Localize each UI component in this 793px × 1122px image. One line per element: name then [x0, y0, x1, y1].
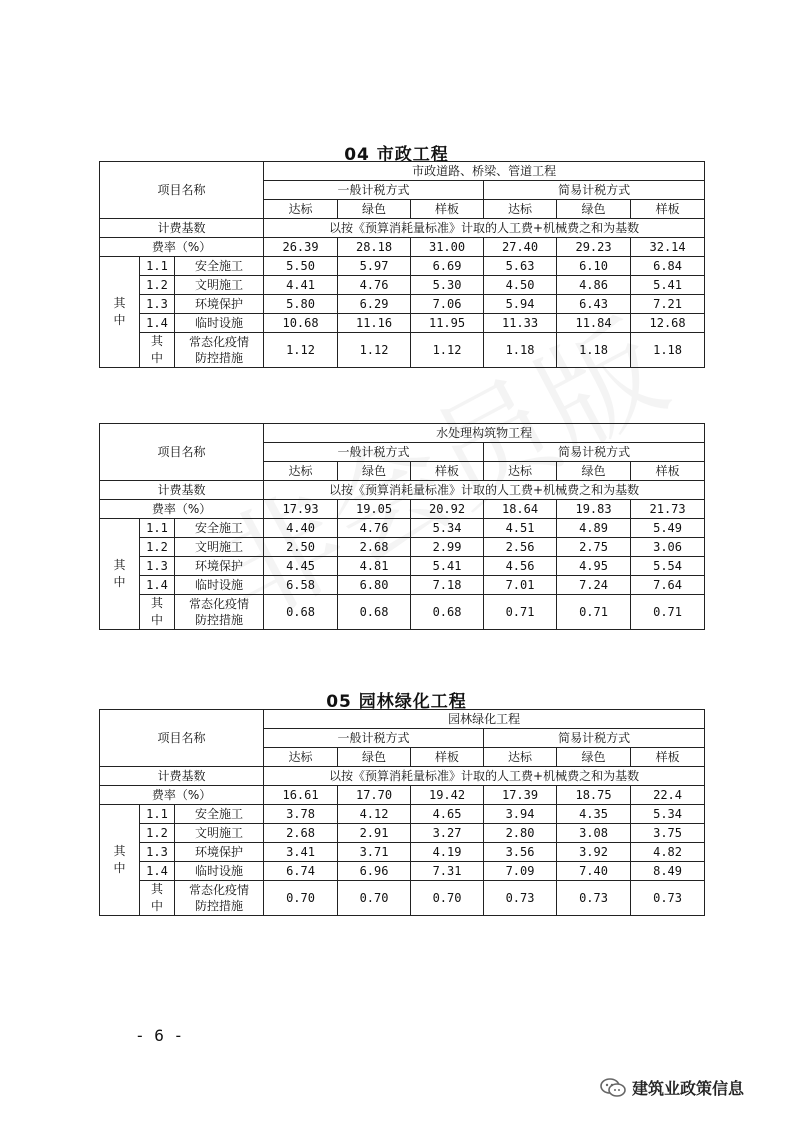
sub-item-number: 1.1 — [140, 805, 175, 824]
sub-item-value: 2.50 — [264, 538, 338, 557]
sub-item-name: 环境保护 — [175, 843, 264, 862]
sub-item-value: 4.50 — [484, 276, 557, 295]
sub-item-value: 3.56 — [484, 843, 557, 862]
fee-table-landscape — [99, 709, 705, 916]
basis-label: 计费基数 — [100, 481, 264, 500]
sub-item-name: 文明施工 — [175, 276, 264, 295]
sub-item-number: 1.2 — [140, 538, 175, 557]
sub-item-value: 6.43 — [557, 295, 631, 314]
sub-item-value: 5.34 — [631, 805, 705, 824]
sub-item-value: 4.19 — [411, 843, 484, 862]
sub-item-value: 5.54 — [631, 557, 705, 576]
rate-value: 19.05 — [338, 500, 411, 519]
covid-measures-value: 0.68 — [411, 595, 484, 630]
level-header: 达标 — [484, 200, 557, 219]
level-header: 绿色 — [557, 462, 631, 481]
level-header: 样板 — [631, 462, 705, 481]
covid-measures-value: 0.73 — [631, 881, 705, 916]
wechat-account-badge — [600, 1076, 744, 1099]
rate-value: 20.92 — [411, 500, 484, 519]
sub-item-value: 6.74 — [264, 862, 338, 881]
level-header: 达标 — [264, 462, 338, 481]
rate-value: 32.14 — [631, 238, 705, 257]
level-header: 样板 — [631, 200, 705, 219]
sub-item-name: 环境保护 — [175, 295, 264, 314]
rate-value: 17.39 — [484, 786, 557, 805]
sub-item-value: 5.94 — [484, 295, 557, 314]
sub-item-value: 7.31 — [411, 862, 484, 881]
sub-item-value: 7.24 — [557, 576, 631, 595]
covid-measures-value: 1.18 — [484, 333, 557, 368]
level-header: 样板 — [411, 200, 484, 219]
sub-item-value: 2.91 — [338, 824, 411, 843]
sub-item-value: 3.71 — [338, 843, 411, 862]
level-header: 达标 — [484, 748, 557, 767]
sub-item-value: 6.96 — [338, 862, 411, 881]
project-category: 市政道路、桥梁、管道工程 — [264, 162, 705, 181]
sub-item-value: 4.45 — [264, 557, 338, 576]
item-name-header: 项目名称 — [100, 424, 264, 481]
covid-measures-value: 0.70 — [338, 881, 411, 916]
sub-item-value: 4.81 — [338, 557, 411, 576]
sub-item-value: 7.01 — [484, 576, 557, 595]
basis-description: 以按《预算消耗量标准》计取的人工费+机械费之和为基数 — [264, 481, 705, 500]
level-header: 绿色 — [557, 748, 631, 767]
covid-measures-value: 1.12 — [338, 333, 411, 368]
sub-item-value: 6.84 — [631, 257, 705, 276]
sub-item-value: 2.75 — [557, 538, 631, 557]
sub-item-name: 安全施工 — [175, 805, 264, 824]
sub-item-value: 4.40 — [264, 519, 338, 538]
section-title-landscape: 05 园林绿化工程 — [326, 692, 467, 712]
sub-item-value: 4.76 — [338, 519, 411, 538]
sub-item-value: 4.41 — [264, 276, 338, 295]
sub-item-value: 6.69 — [411, 257, 484, 276]
fee-table-municipal-road — [99, 161, 705, 368]
simple-tax-header: 简易计税方式 — [484, 729, 705, 748]
sub-item-value: 6.29 — [338, 295, 411, 314]
covid-measures-value: 0.70 — [264, 881, 338, 916]
sub-item-value: 2.99 — [411, 538, 484, 557]
sub-item-value: 7.64 — [631, 576, 705, 595]
sub-item-value: 3.78 — [264, 805, 338, 824]
rate-label: 费率（%） — [100, 238, 264, 257]
rate-value: 18.64 — [484, 500, 557, 519]
sub-item-name: 文明施工 — [175, 824, 264, 843]
sub-item-value: 5.41 — [631, 276, 705, 295]
sub-item-value: 7.18 — [411, 576, 484, 595]
basis-description: 以按《预算消耗量标准》计取的人工费+机械费之和为基数 — [264, 219, 705, 238]
sub-item-value: 6.10 — [557, 257, 631, 276]
sub-item-number: 1.1 — [140, 257, 175, 276]
qizhong-label: 其中 — [100, 257, 140, 368]
sub-item-name: 安全施工 — [175, 257, 264, 276]
fee-table-water-treatment — [99, 423, 705, 630]
covid-measures-value: 0.68 — [264, 595, 338, 630]
sub-item-value: 5.30 — [411, 276, 484, 295]
rate-value: 17.70 — [338, 786, 411, 805]
rate-label: 费率（%） — [100, 786, 264, 805]
covid-measures-value: 0.73 — [484, 881, 557, 916]
sub-item-number: 1.3 — [140, 843, 175, 862]
rate-value: 19.42 — [411, 786, 484, 805]
sub-item-value: 2.68 — [338, 538, 411, 557]
rate-value: 17.93 — [264, 500, 338, 519]
sub-item-value: 5.49 — [631, 519, 705, 538]
basis-description: 以按《预算消耗量标准》计取的人工费+机械费之和为基数 — [264, 767, 705, 786]
level-header: 达标 — [264, 200, 338, 219]
sub-item-value: 4.12 — [338, 805, 411, 824]
sub-item-value: 5.63 — [484, 257, 557, 276]
rate-value: 19.83 — [557, 500, 631, 519]
sub-item-value: 11.33 — [484, 314, 557, 333]
rate-value: 29.23 — [557, 238, 631, 257]
sub-item-value: 4.89 — [557, 519, 631, 538]
sub-item-value: 4.82 — [631, 843, 705, 862]
sub-item-value: 3.75 — [631, 824, 705, 843]
covid-measures-value: 1.18 — [631, 333, 705, 368]
sub-item-value: 4.76 — [338, 276, 411, 295]
sub-item-number: 1.2 — [140, 824, 175, 843]
rate-value: 22.4 — [631, 786, 705, 805]
general-tax-header: 一般计税方式 — [264, 181, 484, 200]
simple-tax-header: 简易计税方式 — [484, 181, 705, 200]
sub-item-value: 8.49 — [631, 862, 705, 881]
sub-item-value: 4.86 — [557, 276, 631, 295]
level-header: 样板 — [411, 462, 484, 481]
sub-item-value: 11.84 — [557, 314, 631, 333]
sub-item-value: 7.09 — [484, 862, 557, 881]
sub-item-value: 7.40 — [557, 862, 631, 881]
sub-item-value: 3.41 — [264, 843, 338, 862]
sub-item-value: 4.65 — [411, 805, 484, 824]
sub-item-value: 10.68 — [264, 314, 338, 333]
wechat-account-name: 建筑业政策信息 — [632, 1079, 745, 1098]
level-header: 绿色 — [338, 200, 411, 219]
sub-item-name: 临时设施 — [175, 314, 264, 333]
covid-measures-value: 0.70 — [411, 881, 484, 916]
covid-measures-label: 常态化疫情防控措施 — [175, 595, 264, 630]
sub-item-name: 临时设施 — [175, 576, 264, 595]
sub-item-value: 3.94 — [484, 805, 557, 824]
sub-item-value: 3.27 — [411, 824, 484, 843]
level-header: 绿色 — [338, 462, 411, 481]
basis-label: 计费基数 — [100, 767, 264, 786]
sub-item-number: 1.2 — [140, 276, 175, 295]
item-name-header: 项目名称 — [100, 710, 264, 767]
item-name-header: 项目名称 — [100, 162, 264, 219]
sub-item-value: 4.95 — [557, 557, 631, 576]
sub-item-number: 1.1 — [140, 519, 175, 538]
qizhong-label: 其中 — [100, 805, 140, 916]
section-title-municipal: 04 市政工程 — [344, 145, 449, 165]
sub-item-value: 5.41 — [411, 557, 484, 576]
covid-measures-value: 0.71 — [631, 595, 705, 630]
covid-measures-value: 1.12 — [264, 333, 338, 368]
covid-measures-value: 0.73 — [557, 881, 631, 916]
sub-item-name: 临时设施 — [175, 862, 264, 881]
sub-item-value: 4.35 — [557, 805, 631, 824]
level-header: 达标 — [484, 462, 557, 481]
wechat-icon — [600, 1078, 626, 1098]
rate-value: 27.40 — [484, 238, 557, 257]
level-header: 绿色 — [557, 200, 631, 219]
covid-measures-value: 0.71 — [557, 595, 631, 630]
covid-measures-label: 常态化疫情防控措施 — [175, 333, 264, 368]
project-category: 水处理构筑物工程 — [264, 424, 705, 443]
rate-value: 28.18 — [338, 238, 411, 257]
general-tax-header: 一般计税方式 — [264, 729, 484, 748]
sub-qizhong-label: 其中 — [140, 595, 175, 630]
sub-item-value: 6.80 — [338, 576, 411, 595]
sub-item-value: 3.92 — [557, 843, 631, 862]
sub-item-name: 安全施工 — [175, 519, 264, 538]
rate-label: 费率（%） — [100, 500, 264, 519]
sub-item-name: 文明施工 — [175, 538, 264, 557]
sub-item-number: 1.4 — [140, 576, 175, 595]
sub-item-name: 环境保护 — [175, 557, 264, 576]
rate-value: 21.73 — [631, 500, 705, 519]
sub-item-value: 7.06 — [411, 295, 484, 314]
covid-measures-value: 1.18 — [557, 333, 631, 368]
sub-item-value: 6.58 — [264, 576, 338, 595]
page-number: - 6 - — [135, 1026, 184, 1045]
sub-item-value: 2.56 — [484, 538, 557, 557]
sub-item-value: 4.56 — [484, 557, 557, 576]
rate-value: 31.00 — [411, 238, 484, 257]
qizhong-label: 其中 — [100, 519, 140, 630]
sub-item-number: 1.4 — [140, 314, 175, 333]
simple-tax-header: 简易计税方式 — [484, 443, 705, 462]
level-header: 样板 — [631, 748, 705, 767]
sub-item-value: 5.80 — [264, 295, 338, 314]
sub-item-number: 1.3 — [140, 557, 175, 576]
general-tax-header: 一般计税方式 — [264, 443, 484, 462]
sub-item-value: 4.51 — [484, 519, 557, 538]
sub-item-number: 1.3 — [140, 295, 175, 314]
sub-item-value: 11.95 — [411, 314, 484, 333]
sub-item-value: 2.80 — [484, 824, 557, 843]
basis-label: 计费基数 — [100, 219, 264, 238]
rate-value: 16.61 — [264, 786, 338, 805]
sub-item-value: 5.50 — [264, 257, 338, 276]
rate-value: 26.39 — [264, 238, 338, 257]
sub-item-number: 1.4 — [140, 862, 175, 881]
covid-measures-value: 0.68 — [338, 595, 411, 630]
level-header: 绿色 — [338, 748, 411, 767]
level-header: 达标 — [264, 748, 338, 767]
sub-item-value: 11.16 — [338, 314, 411, 333]
sub-item-value: 5.97 — [338, 257, 411, 276]
rate-value: 18.75 — [557, 786, 631, 805]
level-header: 样板 — [411, 748, 484, 767]
project-category: 园林绿化工程 — [264, 710, 705, 729]
sub-item-value: 5.34 — [411, 519, 484, 538]
sub-item-value: 2.68 — [264, 824, 338, 843]
sub-item-value: 3.08 — [557, 824, 631, 843]
sub-item-value: 12.68 — [631, 314, 705, 333]
sub-qizhong-label: 其中 — [140, 881, 175, 916]
sub-qizhong-label: 其中 — [140, 333, 175, 368]
covid-measures-label: 常态化疫情防控措施 — [175, 881, 264, 916]
covid-measures-value: 0.71 — [484, 595, 557, 630]
covid-measures-value: 1.12 — [411, 333, 484, 368]
sub-item-value: 7.21 — [631, 295, 705, 314]
sub-item-value: 3.06 — [631, 538, 705, 557]
